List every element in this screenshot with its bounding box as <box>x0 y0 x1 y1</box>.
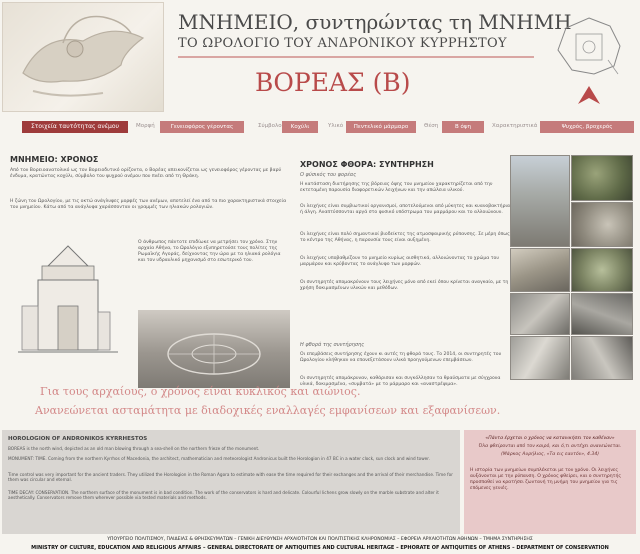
attr-features-label: Χαρακτηριστικά <box>492 123 538 129</box>
attr-features-value: Ψυχρός, βροχερός <box>540 121 634 133</box>
relief-photo <box>510 248 570 292</box>
english-line-4: TIME DECAY: CONSERVATION. The northern surface of the monument is in bad condition. The work of the conservators is hard and delicate. Colourful lichens grow slowly on the marble substrate and alter it aesthetically. Conservators remove them wherever possible via tested materials and methods. <box>8 490 439 501</box>
cleaning-photo-2 <box>571 336 633 380</box>
attributes-id-label: Στοιχεία ταυτότητας ανέμου <box>22 121 128 133</box>
left-paragraph-2: Η ζώνη του Ωρολογίου, με τις οκτώ ανάγλυφες μορφές των ανέμων, αποτελεί ένα από τα πιο χαρακτηριστικά στοιχεία του μνημείου. Κάτω από τα ανάγλυφα χαράσσονταν οι γραμμές των ηλιακών ρολογιών. <box>10 199 287 210</box>
english-heading: HOROLOGION OF ANDRONIKOS KYRRHESTOS <box>8 436 148 442</box>
left-paragraph-3: Ο άνθρωπος πάντοτε επιδίωκε να μετρήσει τον χρόνο. Στην αρχαία Αθήνα, το Ωρολόγιο εξυπηρετούσε τους πολίτες της Ρωμαϊκής Αγοράς, δείχνοντας την ώρα με τα ηλιακά ρολόγια και τον υδραυλικό μηχανισμό στο εσωτερικό του. <box>138 240 281 263</box>
tower-photo <box>510 155 570 247</box>
right-paragraph-5: Οι συντηρητές απομακρύνουν τους λειχήνες μόνο από εκεί όπου κρίνεται αναγκαίο, με τη χρήση δοκιμασμένων υλικών και μεθόδων. <box>300 280 509 291</box>
english-line-1: BOREAS is the north wind, depicted as an old man blowing through a sea-shell on the northern frieze of the monument. <box>8 446 260 451</box>
tower-drawing-image <box>18 236 118 364</box>
footer-english: MINISTRY OF CULTURE, EDUCATION AND RELIGIOUS AFFAIRS – GENERAL DIRECTORATE OF ANTIQUITIES AND CULTURAL HERITAGE – EPHORATE OF ANTIQUITIES OF ATHENS – DEPARTMENT OF CONSERVATION <box>31 545 609 551</box>
title-divider <box>178 56 534 58</box>
right-subheading-1: Ο φύσικός του φορέας <box>300 172 357 178</box>
quote-box-source: (Μάρκος Αυρήλιος, «Τα εις εαυτόν», 4.34) <box>500 452 600 457</box>
lichen-photo-1 <box>571 155 633 201</box>
title-line-2: ΤΟ ΩΡΟΛΟΓΙΟ ΤΟΥ ΑΝΔΡΟΝΙΚΟΥ ΚΥΡΡΗΣΤΟΥ <box>178 36 507 51</box>
interior-floor-image <box>138 310 290 388</box>
attr-position-label: Θέση <box>424 123 439 129</box>
page-title: ΒΟΡΕΑΣ (Β) <box>255 68 411 97</box>
attr-position-value: Β όψη <box>442 121 484 133</box>
conservator-photo-2 <box>571 293 633 335</box>
left-paragraph-1: Από τον Βορειοανατολικό ως τον Βορειοδυτικό ορίζοντα, ο Βορέας απεικονίζεται ως γενειοφόρος γέροντας με βαρύ ένδυμα, κρατώντας κοχύλι, σύμβολο του ψυχρού ανέμου που πνέει από τη Θράκη. <box>10 168 282 179</box>
attr-material-value: Πεντελικό μάρμαρο <box>346 121 416 133</box>
attr-form-label: Μορφή <box>136 123 155 129</box>
north-arrow-icon <box>578 86 600 104</box>
right-paragraph-7: Οι συντηρητές απομάκρυναν, καθάρισαν και συγκόλλησαν τα θραύσματα με σύγχρονα υλικά, δοκιμασμένα, «συμβατά» με το μάρμαρο και «αναστρέψιμα». <box>300 376 501 387</box>
right-paragraph-6: Οι επεμβάσεις συντήρησης έχουν κι αυτές τη φθορά τους. Το 2014, οι συντηρητές του Ωρολογίου κλήθηκαν να επανεξετάσουν υλικά προηγούμενων επεμβάσεων. <box>300 352 502 363</box>
footer-greek: ΥΠΟΥΡΓΕΙΟ ΠΟΛΙΤΙΣΜΟΥ, ΠΑΙΔΕΙΑΣ & ΘΡΗΣΚΕΥΜΑΤΩΝ – ΓΕΝΙΚΗ ΔΙΕΥΘΥΝΣΗ ΑΡΧΑΙΟΤΗΤΩΝ ΚΑΙ ΠΟΛΙΤΙΣΤΙΚΗΣ ΚΛΗΡΟΝΟΜΙΑΣ – ΕΦΟΡΕΙΑ ΑΡΧΑΙΟΤΗΤΩΝ ΑΘΗΝΩΝ – ΤΜΗΜΑ ΣΥΝΤΗΡΗΣΗΣ <box>107 537 533 542</box>
quote-line-1: Για τους αρχαίους, ο χρόνος είναι κυκλικός και αιώνιος. <box>40 385 361 398</box>
attr-symbol-label: Σύμβολο <box>258 123 282 129</box>
quote-box-text: Η ιστορία των μνημείων συμπλέκεται με τον χρόνο. Οι λειχήνες αυξάνονται με την ρύπανση. Ο χρόνος φθείρει, και ο συντηρητής προσπαθεί να κρατήσει ζωντανή τη μνήμη του μνημείου για τις επόμενες γενιές. <box>470 468 622 491</box>
right-paragraph-4: Οι λειχήνες υποβαθμίζουν το μνημείο κυρίως αισθητικά, αλλοιώνοντας το χρώμα του μαρμάρου και κρύβοντας το ανάγλυφο των μορφών. <box>300 256 499 267</box>
left-section-heading: ΜΝΗΜΕΙΟ: ΧΡΟΝΟΣ <box>10 155 99 164</box>
right-paragraph-1: Η κατάσταση διατήρησης της βόρειας όψης του μνημείου χαρακτηρίζεται από την εκτεταμένη παρουσία διαφορετικών λειχήνων και την απώλεια υλικού. <box>300 182 493 193</box>
attr-form-value: Γενειοφόρος γέροντας <box>160 121 244 133</box>
attr-symbol-value: Κοχύλι <box>282 121 318 133</box>
quote-box-title: «Πάντα έρχεται ο χρόνος να κατανικήσει τον καθέναν» <box>485 436 615 441</box>
right-section-heading: ΧΡΟΝΟΣ ΦΘΟΡΑ: ΣΥΝΤΗΡΗΣΗ <box>300 160 434 169</box>
angel-relief-image <box>2 2 164 112</box>
right-paragraph-2: Οι λειχήνες είναι συμβιωτικοί οργανισμοί, αποτελούμενοι από μύκητες και κυανοβακτήρια ή άλγη. Αναπτύσσονται αργά στο φυσικό υπόστρωμα του μαρμάρου και το αλλοιώνουν. <box>300 204 511 215</box>
attr-material-label: Υλικό <box>328 123 344 129</box>
cleaning-photo-1 <box>510 336 570 380</box>
conservator-photo-1 <box>510 293 570 335</box>
lichen-photo-2 <box>571 202 633 247</box>
english-line-2: MONUMENT: TIME. Coming from the northern Kyrrhos of Macedonia, the architect, mathematician and meteorologist Andronicus built the Horologion in 47 BC in a water clock, sun clock and wind tower. <box>8 456 430 461</box>
right-paragraph-3: Οι λειχήνες είναι πολύ σημαντικοί βιοδείκτες της ατμοσφαιρικής ρύπανσης. Σε μέρη όπως το κέντρο της Αθήνας, η παρουσία τους είναι αυξημένη. <box>300 232 510 243</box>
floor-plan-image <box>548 14 630 110</box>
lichen-photo-3 <box>571 248 633 292</box>
quote-box-subtitle: Όλα φθείρονται από τον καιρό, και ό,τι αντέχει ανανεώνεται. <box>478 444 622 449</box>
title-line-1: ΜΝΗΜΕΙΟ, συντηρώντας τη ΜΝΗΜΗ <box>178 10 572 34</box>
right-subheading-2: Η φθορά της συντήρησης <box>300 342 365 348</box>
quote-line-2: Ανανεώνεται ασταμάτητα με διαδοχικές εναλλαγές εμφανίσεων και εξαφανίσεων. <box>35 404 501 417</box>
english-line-3: Time control was very important for the ancient traders. They utilized the Horologion in the Roman Agora to estimate with ease the time required for their exchanges and the arrival of their merchandise. Time for them was circular and eternal. <box>8 472 453 483</box>
